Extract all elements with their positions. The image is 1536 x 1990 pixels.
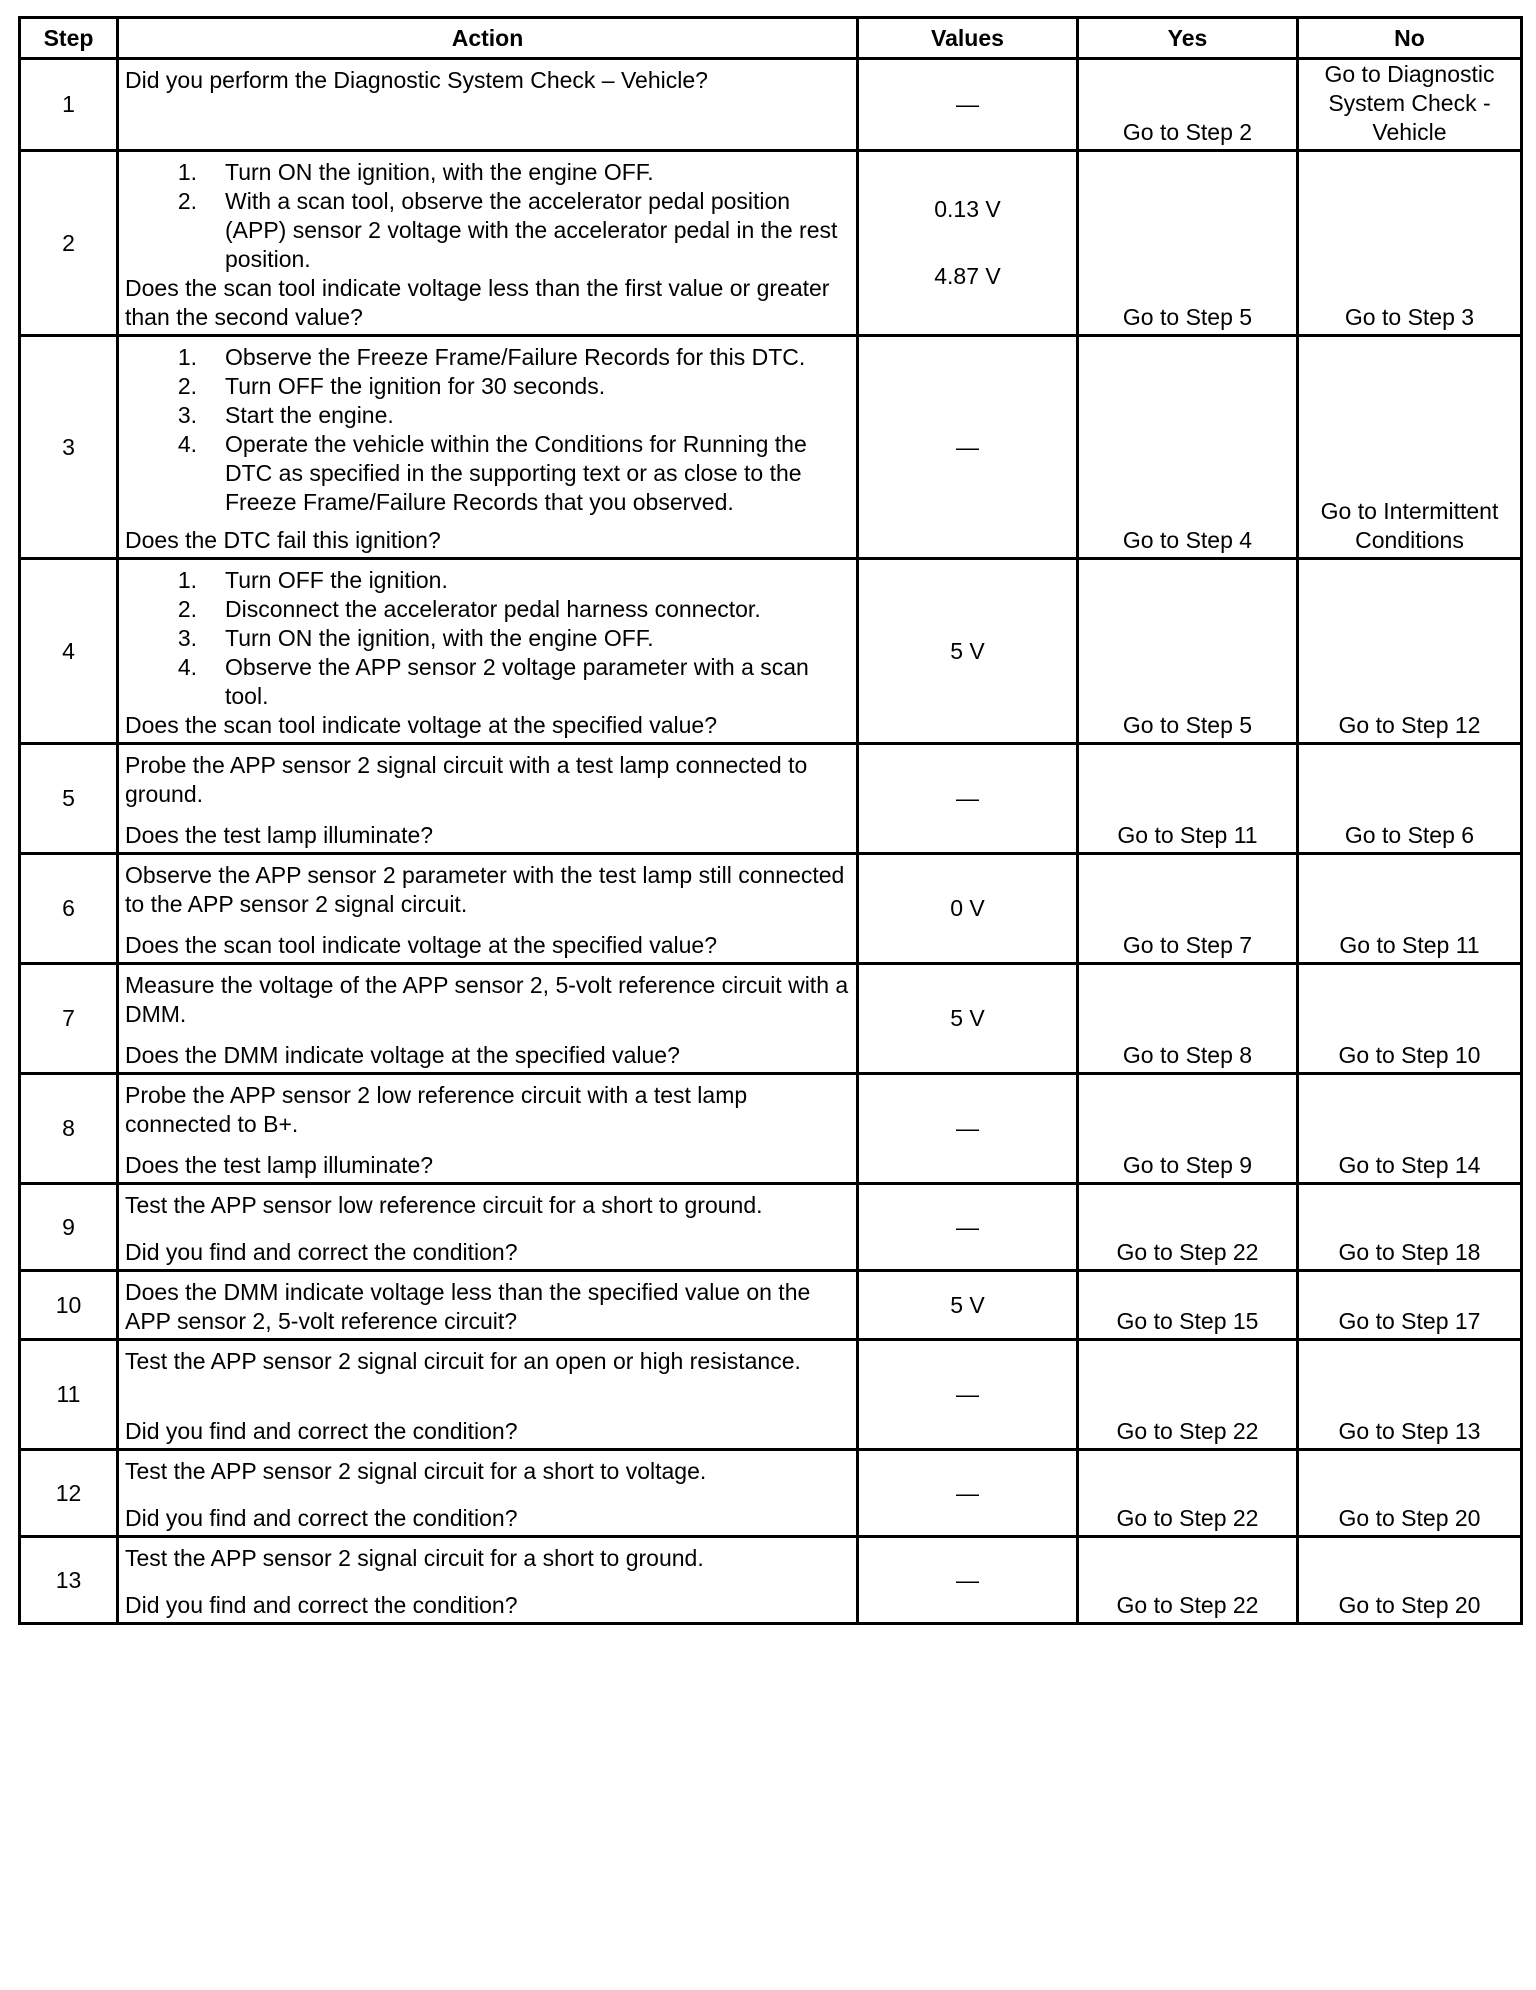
- table-row: [20, 1074, 1522, 1184]
- table-row: [20, 336, 1522, 559]
- list-item-text: Start the engine.: [225, 402, 394, 428]
- table-row: [20, 559, 1522, 744]
- action-text: Test the APP sensor 2 signal circuit for a short to voltage.: [125, 1458, 707, 1484]
- yes-result: Go to Step 22: [1078, 1537, 1298, 1624]
- value-text: —: [956, 91, 979, 117]
- step-number: 3: [20, 336, 118, 559]
- list-item-number: 4.: [177, 654, 197, 680]
- list-item-number: 2.: [177, 188, 197, 214]
- table-row: [20, 1184, 1522, 1271]
- yes-result: Go to Step 22: [1078, 1184, 1298, 1271]
- table-row: [20, 744, 1522, 854]
- step-number: 12: [20, 1450, 118, 1537]
- action-cell: [118, 1450, 858, 1537]
- values-cell: [858, 964, 1078, 1074]
- list-item-text: Observe the Freeze Frame/Failure Records for this DTC.: [225, 344, 806, 370]
- action-cell: [118, 559, 858, 744]
- no-result: Go to Step 20: [1298, 1537, 1522, 1624]
- values-cell: [858, 854, 1078, 964]
- list-item: [125, 430, 852, 517]
- value-text: —: [956, 1479, 979, 1506]
- no-result: Go to Step 13: [1298, 1340, 1522, 1450]
- value-text: —: [956, 1213, 979, 1240]
- header-yes: Yes: [1078, 18, 1298, 59]
- value-text: —: [956, 1381, 979, 1407]
- header-row: [20, 18, 1522, 59]
- action-question: Does the DMM indicate voltage at the specified value?: [125, 1042, 680, 1068]
- no-result: Go to Step 20: [1298, 1450, 1522, 1537]
- yes-result: Go to Step 15: [1078, 1271, 1298, 1340]
- no-result: Go to Step 11: [1298, 854, 1522, 964]
- list-item-number: 3.: [177, 625, 197, 651]
- list-item-number: 3.: [177, 402, 197, 428]
- action-question: Did you find and correct the condition?: [125, 1592, 518, 1618]
- values-cell: [858, 1184, 1078, 1271]
- no-result: Go to Step 18: [1298, 1184, 1522, 1271]
- action-text: Test the APP sensor 2 signal circuit for a short to ground.: [125, 1545, 704, 1571]
- yes-result: Go to Step 5: [1078, 151, 1298, 336]
- values-cell: [858, 744, 1078, 854]
- action-question: Did you find and correct the condition?: [125, 1505, 518, 1531]
- action-question: Does the scan tool indicate voltage at the specified value?: [125, 932, 717, 958]
- step-number: 6: [20, 854, 118, 964]
- values-cell: [858, 59, 1078, 151]
- list-item: [125, 158, 852, 187]
- list-item: [125, 401, 852, 430]
- value-text: 5 V: [950, 1005, 985, 1031]
- action-cell: [118, 1184, 858, 1271]
- list-item: [125, 372, 852, 401]
- action-cell: [118, 336, 858, 559]
- action-cell: [118, 854, 858, 964]
- yes-result: Go to Step 2: [1078, 59, 1298, 151]
- header-no: No: [1298, 18, 1522, 59]
- action-cell: [118, 59, 858, 151]
- yes-result: Go to Step 22: [1078, 1340, 1298, 1450]
- action-text: Probe the APP sensor 2 signal circuit with a test lamp connected to ground.: [125, 752, 808, 807]
- value-text: 5 V: [950, 637, 985, 664]
- step-number: 13: [20, 1537, 118, 1624]
- yes-result: Go to Step 7: [1078, 854, 1298, 964]
- step-number: 8: [20, 1074, 118, 1184]
- no-result: Go to Step 6: [1298, 744, 1522, 854]
- values-cell: [858, 1271, 1078, 1340]
- value-text: 4.87 V: [934, 263, 1001, 289]
- action-question: Does the scan tool indicate voltage less than the first value or greater than the second value?: [125, 275, 830, 330]
- no-result: Go to Step 17: [1298, 1271, 1522, 1340]
- list-item-text: Turn OFF the ignition.: [225, 567, 448, 593]
- action-text: Did you perform the Diagnostic System Check – Vehicle?: [125, 67, 708, 93]
- step-number: 2: [20, 151, 118, 336]
- header-step: Step: [20, 18, 118, 59]
- table-row: [20, 854, 1522, 964]
- values-cell: [858, 1340, 1078, 1450]
- value-text: 0 V: [950, 895, 985, 921]
- list-item-number: 1.: [177, 567, 197, 593]
- list-item: [125, 653, 852, 711]
- value-text: —: [956, 433, 979, 460]
- table-row: [20, 151, 1522, 336]
- list-item: [125, 566, 852, 595]
- step-number: 10: [20, 1271, 118, 1340]
- step-number: 1: [20, 59, 118, 151]
- action-steps: [125, 158, 852, 274]
- value-text: 0.13 V: [934, 196, 1001, 222]
- list-item-text: With a scan tool, observe the accelerator pedal position (APP) sensor 2 voltage with the accelerator pedal in the rest position.: [225, 188, 838, 272]
- yes-result: Go to Step 8: [1078, 964, 1298, 1074]
- value-text: —: [956, 1566, 979, 1593]
- action-text: Test the APP sensor low reference circuit for a short to ground.: [125, 1192, 763, 1218]
- action-question: Does the test lamp illuminate?: [125, 822, 434, 848]
- values-cell: [858, 336, 1078, 559]
- value-text: —: [956, 1115, 979, 1141]
- list-item-text: Operate the vehicle within the Conditions for Running the DTC as specified in the supporting text or as close to the Freeze Frame/Failure Records that you observed.: [225, 431, 807, 515]
- list-item: [125, 624, 852, 653]
- step-number: 7: [20, 964, 118, 1074]
- action-question: Does the DTC fail this ignition?: [125, 527, 441, 553]
- action-question: Did you find and correct the condition?: [125, 1418, 518, 1444]
- table-row: [20, 1271, 1522, 1340]
- action-text: Probe the APP sensor 2 low reference circuit with a test lamp connected to B+.: [125, 1082, 748, 1137]
- list-item-number: 1.: [177, 159, 197, 185]
- values-cell: [858, 1450, 1078, 1537]
- action-text: Test the APP sensor 2 signal circuit for an open or high resistance.: [125, 1348, 801, 1374]
- yes-result: Go to Step 11: [1078, 744, 1298, 854]
- list-item-text: Turn ON the ignition, with the engine OFF.: [225, 625, 654, 651]
- values-cell: [858, 151, 1078, 336]
- table-body: [20, 59, 1522, 1624]
- no-result: Go to Step 3: [1298, 151, 1522, 336]
- action-cell: [118, 1537, 858, 1624]
- table-row: [20, 1537, 1522, 1624]
- list-item-text: Disconnect the accelerator pedal harness connector.: [225, 596, 761, 622]
- list-item: [125, 343, 852, 372]
- yes-result: Go to Step 4: [1078, 336, 1298, 559]
- header-values: Values: [858, 18, 1078, 59]
- value-text: —: [956, 785, 979, 811]
- list-item-text: Turn ON the ignition, with the engine OFF.: [225, 159, 654, 185]
- action-cell: [118, 744, 858, 854]
- values-cell: [858, 1074, 1078, 1184]
- diagnostic-table: [18, 16, 1523, 1625]
- list-item-text: Turn OFF the ignition for 30 seconds.: [225, 373, 606, 399]
- table-row: [20, 1340, 1522, 1450]
- action-cell: [118, 1271, 858, 1340]
- list-item: [125, 187, 852, 274]
- action-text: Measure the voltage of the APP sensor 2, 5-volt reference circuit with a DMM.: [125, 972, 849, 1027]
- value-text: 5 V: [950, 1291, 985, 1318]
- action-cell: [118, 151, 858, 336]
- action-question: Does the scan tool indicate voltage at the specified value?: [125, 712, 717, 738]
- step-number: 5: [20, 744, 118, 854]
- no-result: Go to Step 12: [1298, 559, 1522, 744]
- action-steps: [125, 566, 852, 711]
- no-result: Go to Diagnostic System Check - Vehicle: [1298, 59, 1522, 151]
- step-number: 9: [20, 1184, 118, 1271]
- table-row: [20, 964, 1522, 1074]
- values-cell: [858, 559, 1078, 744]
- action-question: Does the test lamp illuminate?: [125, 1152, 434, 1178]
- yes-result: Go to Step 5: [1078, 559, 1298, 744]
- no-result: Go to Step 14: [1298, 1074, 1522, 1184]
- action-steps: [125, 343, 852, 517]
- yes-result: Go to Step 9: [1078, 1074, 1298, 1184]
- table-row: [20, 1450, 1522, 1537]
- action-question: Did you find and correct the condition?: [125, 1239, 518, 1265]
- table-row: [20, 59, 1522, 151]
- values-cell: [858, 1537, 1078, 1624]
- yes-result: Go to Step 22: [1078, 1450, 1298, 1537]
- no-result: Go to Step 10: [1298, 964, 1522, 1074]
- action-text: Observe the APP sensor 2 parameter with the test lamp still connected to the APP sensor 2 signal circuit.: [125, 862, 845, 917]
- header-action: Action: [118, 18, 858, 59]
- list-item-number: 2.: [177, 596, 197, 622]
- list-item-number: 2.: [177, 373, 197, 399]
- list-item-number: 4.: [177, 431, 197, 457]
- action-cell: [118, 964, 858, 1074]
- list-item-text: Observe the APP sensor 2 voltage parameter with a scan tool.: [225, 654, 809, 709]
- action-text: Does the DMM indicate voltage less than the specified value on the APP sensor 2, 5-volt reference circuit?: [125, 1279, 811, 1334]
- step-number: 11: [20, 1340, 118, 1450]
- list-item-number: 1.: [177, 344, 197, 370]
- list-item: [125, 595, 852, 624]
- step-number: 4: [20, 559, 118, 744]
- no-result: Go to Intermittent Conditions: [1298, 336, 1522, 559]
- action-cell: [118, 1340, 858, 1450]
- action-cell: [118, 1074, 858, 1184]
